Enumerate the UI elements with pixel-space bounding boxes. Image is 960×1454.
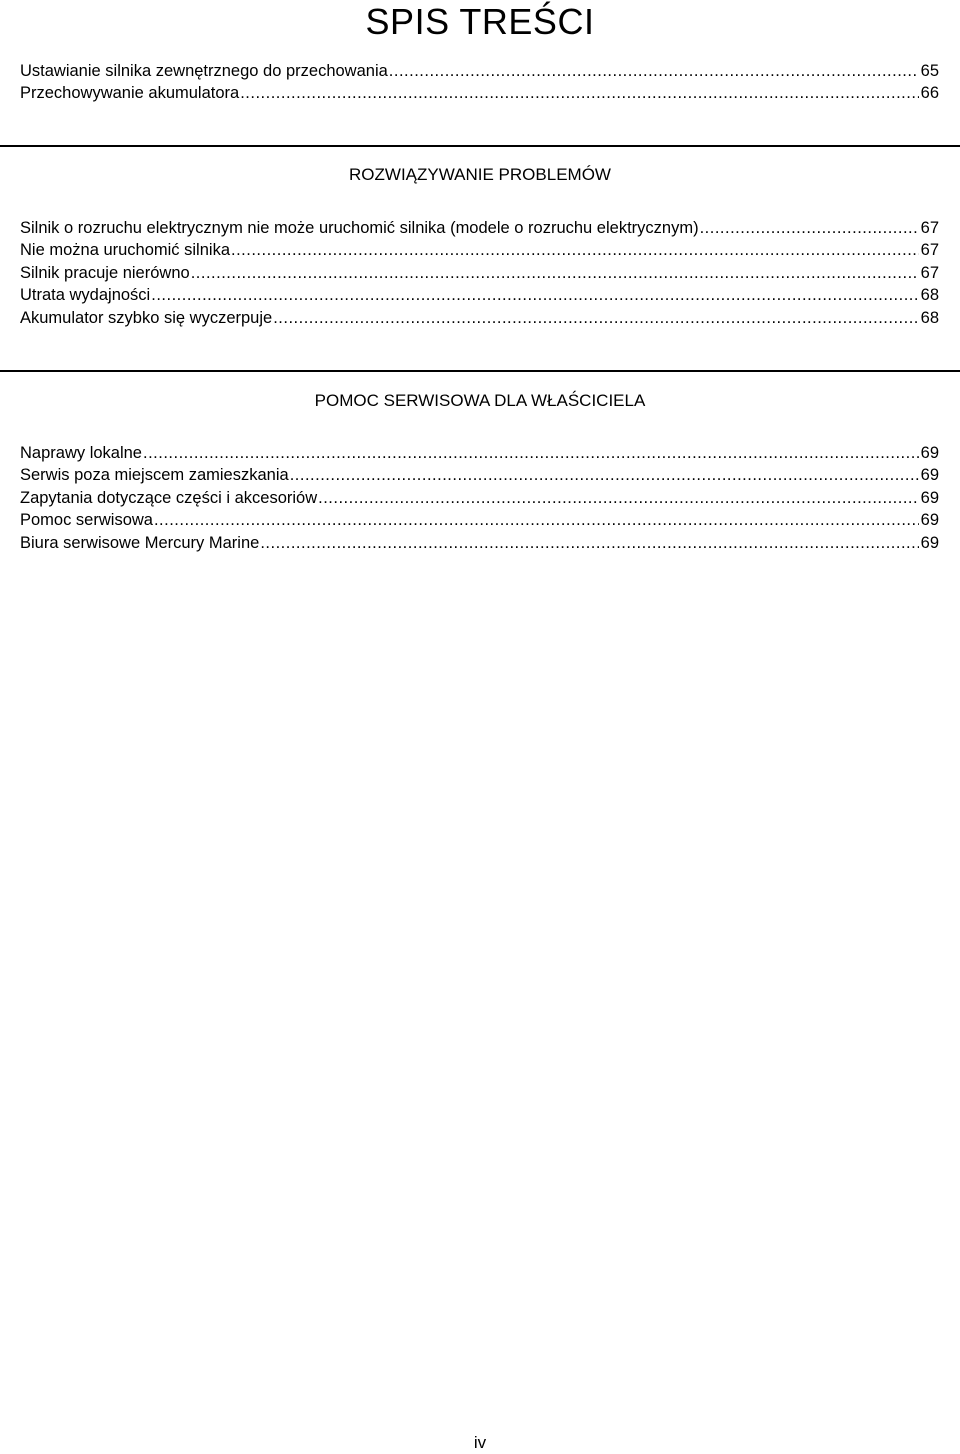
toc-entry-text: Zapytania dotyczące części i akcesoriów [20, 488, 318, 507]
toc-leader-dots [273, 307, 918, 329]
section-heading-troubleshooting: ROZWIĄZYWANIE PROBLEMÓW [349, 165, 611, 184]
toc-entry-text: Silnik pracuje nierówno [20, 263, 190, 282]
toc-entry[interactable] [20, 262, 939, 284]
toc-entry[interactable] [20, 217, 939, 239]
toc-leader-dots [154, 509, 919, 531]
toc-section-troubleshooting [20, 217, 939, 329]
toc-entry-page: 69 [920, 533, 939, 552]
toc-leader-dots [231, 239, 919, 261]
toc-leader-dots [290, 464, 919, 486]
toc-entry-page: 69 [920, 444, 939, 462]
toc-entry[interactable] [20, 60, 939, 82]
toc-entry-page: 69 [920, 488, 939, 507]
toc-entry-page: 68 [920, 286, 939, 305]
toc-entry-text: Utrata wydajności [20, 286, 151, 305]
toc-entry[interactable] [20, 82, 939, 104]
toc-entry-page: 69 [920, 511, 939, 530]
toc-entry-text: Biura serwisowe Mercury Marine [20, 533, 260, 552]
toc-entry-text: Silnik o rozruchu elektrycznym nie może uruchomić silnika (modele o rozruchu elektrycznym) [20, 219, 699, 237]
toc-entry-text: Akumulator szybko się wyczerpuje [20, 308, 273, 327]
toc-entry-page: 66 [920, 84, 939, 103]
toc-entry[interactable] [20, 509, 939, 531]
page-number: iv [473, 1433, 487, 1452]
section-heading-owner-service: POMOC SERWISOWA DLA WŁAŚCICIELA [314, 391, 646, 410]
toc-entry[interactable] [20, 442, 939, 464]
toc-entry[interactable] [20, 239, 939, 261]
toc-entry[interactable] [20, 464, 939, 486]
toc-leader-dots [240, 82, 918, 104]
section-divider [0, 370, 960, 372]
toc-entry-page: 67 [920, 263, 939, 282]
toc-entry-page: 67 [920, 219, 939, 237]
toc-leader-dots [151, 284, 918, 306]
toc-leader-dots [700, 217, 919, 239]
toc-leader-dots [191, 262, 919, 284]
toc-entry[interactable] [20, 284, 939, 306]
toc-leader-dots [143, 442, 919, 464]
toc-leader-dots [318, 487, 919, 509]
toc-entry-text: Pomoc serwisowa [20, 511, 153, 530]
toc-leader-dots [260, 532, 918, 554]
toc-entry-text: Naprawy lokalne [20, 444, 142, 462]
toc-section-owner-service [20, 442, 939, 554]
toc-entry-text: Ustawianie silnika zewnętrznego do przechowania [20, 62, 388, 80]
toc-entry-text: Nie można uruchomić silnika [20, 241, 230, 260]
toc-leader-dots [389, 60, 919, 82]
toc-entry[interactable] [20, 487, 939, 509]
toc-entry-page: 69 [920, 466, 939, 485]
toc-top-entries [20, 60, 939, 105]
toc-entry-text: Przechowywanie akumulatora [20, 84, 240, 103]
toc-entry-text: Serwis poza miejscem zamieszkania [20, 466, 289, 485]
toc-entry-page: 65 [920, 62, 939, 80]
toc-entry[interactable] [20, 307, 939, 329]
toc-entry[interactable] [20, 532, 939, 554]
toc-entry-page: 67 [920, 241, 939, 260]
page-title: SPIS TREŚCI [365, 1, 595, 42]
section-divider [0, 145, 960, 147]
toc-entry-page: 68 [920, 308, 939, 327]
